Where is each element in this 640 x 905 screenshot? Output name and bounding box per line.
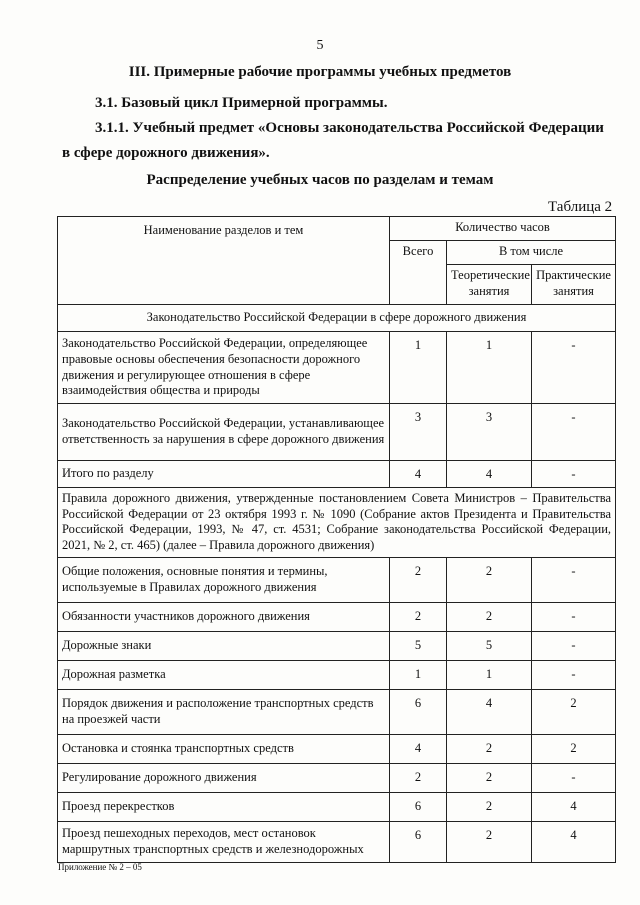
table-row bbox=[58, 631, 616, 660]
section-1-row-title: Законодательство Российской Федерации в сфере дорожного движения bbox=[58, 305, 616, 332]
table-row bbox=[58, 461, 616, 488]
hours-total: 2 bbox=[390, 557, 447, 602]
hours-practice: - bbox=[532, 461, 616, 488]
hours-theory: 2 bbox=[447, 792, 532, 821]
hours-theory: 4 bbox=[447, 689, 532, 734]
table-row bbox=[58, 792, 616, 821]
hours-practice: 2 bbox=[532, 734, 616, 763]
header-total: Всего bbox=[390, 241, 447, 305]
hours-practice: - bbox=[532, 557, 616, 602]
hours-total: 2 bbox=[390, 602, 447, 631]
hours-total: 5 bbox=[390, 631, 447, 660]
topic-name: Дорожные знаки bbox=[58, 631, 390, 660]
hours-practice: - bbox=[532, 631, 616, 660]
table-row bbox=[58, 689, 616, 734]
table-row bbox=[58, 763, 616, 792]
table-row bbox=[58, 660, 616, 689]
hours-practice: - bbox=[532, 763, 616, 792]
header-hours-count: Количество часов bbox=[390, 217, 616, 241]
topic-name: Законодательство Российской Федерации, определяющее правовые основы обеспечения безопасности дорожного движения и регулирующее отношения в сфере взаимодействия общества и природы bbox=[58, 332, 390, 404]
hours-total: 3 bbox=[390, 404, 447, 461]
subject-heading-line-2: в сфере дорожного движения». bbox=[62, 145, 270, 161]
topic-name: Дорожная разметка bbox=[58, 660, 390, 689]
table-row bbox=[58, 557, 616, 602]
table-row bbox=[58, 821, 616, 862]
hours-theory: 1 bbox=[447, 332, 532, 404]
hours-practice: 4 bbox=[532, 792, 616, 821]
topic-name: Общие положения, основные понятия и термины, используемые в Правилах дорожного движения bbox=[58, 557, 390, 602]
header-row-1 bbox=[58, 217, 616, 241]
table-row bbox=[58, 602, 616, 631]
distribution-heading: Распределение учебных часов по разделам и темам bbox=[146, 172, 494, 188]
hours-total: 1 bbox=[390, 332, 447, 404]
section-2-row-title: Правила дорожного движения, утвержденные постановлением Совета Министров – Правительства Российской Федерации от 23 октября 1993 г. № 1090 (Собрание актов Президента и Правительства Российской Федерации, 1993, № 47, ст. 4531; Собрание законодательства Российской Федерации, 2021, № 2, ст. 465) (далее – Правила дорожного движения) bbox=[58, 488, 616, 558]
hours-theory: 1 bbox=[447, 660, 532, 689]
topic-name: Остановка и стоянка транспортных средств bbox=[58, 734, 390, 763]
footer-note: Приложение № 2 – 05 bbox=[58, 862, 142, 872]
topic-name: Проезд пешеходных переходов, мест остановок маршрутных транспортных средств и железнодорожных bbox=[58, 821, 390, 862]
table-row bbox=[58, 734, 616, 763]
section-heading: III. Примерные рабочие программы учебных предметов bbox=[128, 64, 512, 80]
hours-theory: 2 bbox=[447, 734, 532, 763]
header-topic-name: Наименование разделов и тем bbox=[58, 217, 390, 305]
hours-table-body bbox=[58, 217, 616, 863]
hours-total: 2 bbox=[390, 763, 447, 792]
hours-theory: 2 bbox=[447, 821, 532, 862]
hours-total: 1 bbox=[390, 660, 447, 689]
header-theory: Теоретические занятия bbox=[447, 265, 532, 305]
header-including: В том числе bbox=[447, 241, 616, 265]
hours-total: 4 bbox=[390, 734, 447, 763]
section-2-row bbox=[58, 488, 616, 558]
header-practice: Практические занятия bbox=[532, 265, 616, 305]
hours-practice: 2 bbox=[532, 689, 616, 734]
subsection-heading: 3.1. Базовый цикл Примерной программы. bbox=[95, 95, 388, 111]
hours-practice: - bbox=[532, 602, 616, 631]
topic-name: Проезд перекрестков bbox=[58, 792, 390, 821]
topic-name: Законодательство Российской Федерации, устанавливающее ответственность за нарушения в сфере дорожного движения bbox=[58, 404, 390, 461]
subject-heading-line-1: 3.1.1. Учебный предмет «Основы законодательства Российской Федерации bbox=[95, 120, 604, 136]
hours-practice: - bbox=[532, 660, 616, 689]
hours-theory: 2 bbox=[447, 763, 532, 792]
hours-practice: - bbox=[532, 404, 616, 461]
hours-theory: 4 bbox=[447, 461, 532, 488]
section-1-row bbox=[58, 305, 616, 332]
table-row bbox=[58, 404, 616, 461]
topic-name: Порядок движения и расположение транспортных средств на проезжей части bbox=[58, 689, 390, 734]
hours-total: 4 bbox=[390, 461, 447, 488]
table-row bbox=[58, 332, 616, 404]
hours-theory: 2 bbox=[447, 557, 532, 602]
hours-total: 6 bbox=[390, 689, 447, 734]
hours-total: 6 bbox=[390, 792, 447, 821]
hours-table bbox=[57, 216, 616, 863]
hours-practice: 4 bbox=[532, 821, 616, 862]
hours-theory: 5 bbox=[447, 631, 532, 660]
hours-practice: - bbox=[532, 332, 616, 404]
hours-theory: 2 bbox=[447, 602, 532, 631]
hours-theory: 3 bbox=[447, 404, 532, 461]
topic-name: Обязанности участников дорожного движения bbox=[58, 602, 390, 631]
topic-name: Регулирование дорожного движения bbox=[58, 763, 390, 792]
hours-total: 6 bbox=[390, 821, 447, 862]
topic-name: Итого по разделу bbox=[58, 461, 390, 488]
page-number: 5 bbox=[316, 38, 324, 53]
table-label: Таблица 2 bbox=[548, 199, 613, 215]
